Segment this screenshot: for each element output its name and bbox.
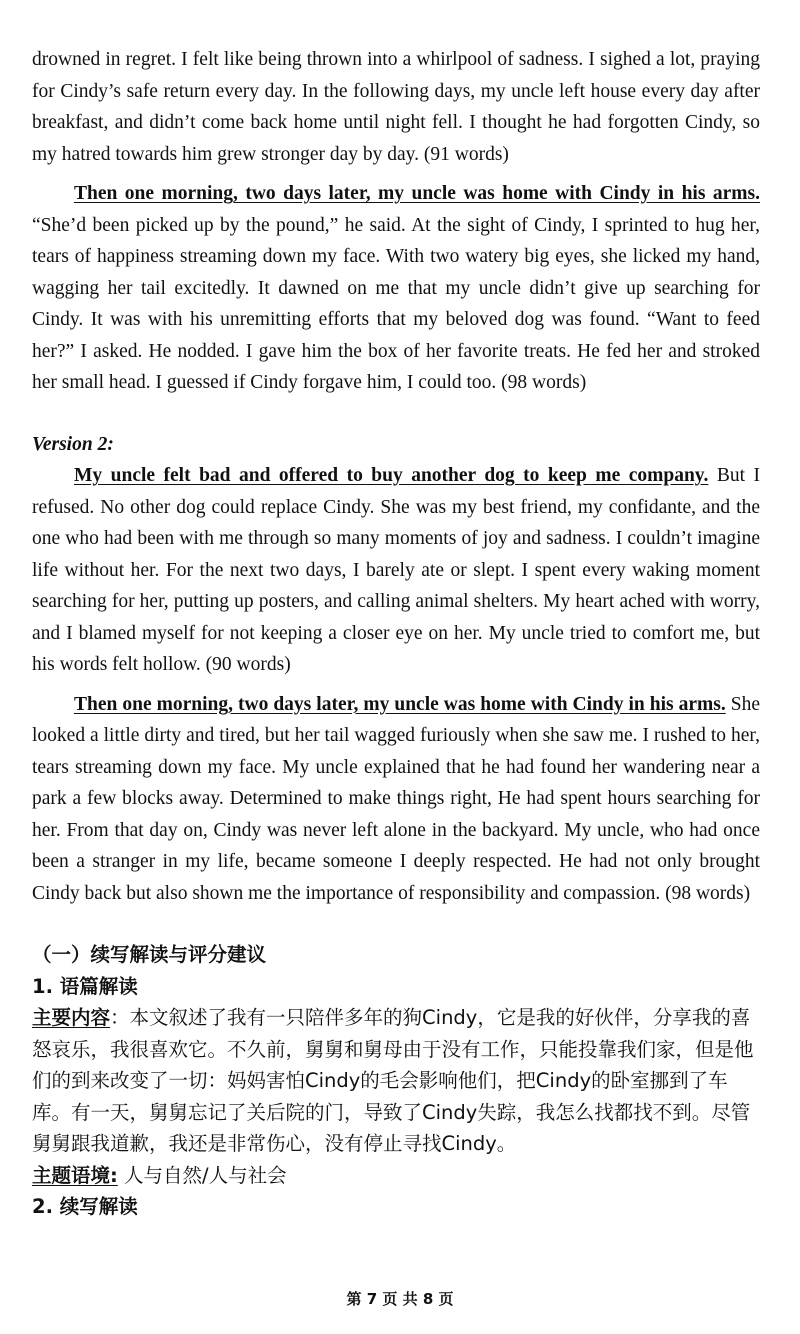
theme-text: 人与自然/人与社会 (117, 1163, 287, 1187)
paragraph-2 (32, 178, 760, 399)
main-content-text: 本文叙述了我有一只陪伴多年的狗Cindy，它是我的好伙伴，分享我的喜怒哀乐，我很喜欢它。不久前，舅舅和舅母由于没有工作，只能投靠我们家，但是他们的到来改变了一切：妈妈害怕Cindy的毛会影响他们，把Cindy的卧室挪到了车库。有一天，舅舅忘记了关后院的门，导致了Cindy失踪，我怎么找都找不到。尽管舅舅跟我道歉，我还是非常伤心，没有停止寻找Cindy。 (32, 1006, 754, 1155)
main-content-colon: ： (110, 1006, 130, 1029)
theme-label: 主题语境: (32, 1163, 118, 1187)
paragraph-2-body: “She’d been picked up by the pound,” he said. At the sight of Cindy, I sprinted to hug her, tears of happiness streaming down my face. With two watery big eyes, she licked my hand, wagging her tail excitedly. It dawned on me that my uncle didn’t give up searching for Cindy. It was with his unremitting efforts that my beloved dog was found. “Want to feed her?” I asked. He nodded. I gave him the box of her favorite treats. He fed her and stroked her small head. I guessed if Cindy forgave him, I could too. (98 words) (32, 214, 760, 393)
paragraph-1: drowned in regret. I felt like being thrown into a whirlpool of sadness. I sighed a lot, praying for Cindy’s safe return every day. In the following days, my uncle left house every day after breakfast, and didn’t come back home until night fell. I thought he had forgotten Cindy, so my hatred towards him grew stronger day by day. (91 words) (32, 49, 760, 165)
paragraph-3-body: But I refused. No other dog could replace Cindy. She was my best friend, my confidante, and the one who had been with me through so many moments of joy and sadness. I couldn’t imagine life without her. For the next two days, I barely ate or slept. I spent every waking moment searching for her, putting up posters, and calling animal shelters. My heart ached with worry, and I blamed myself for not keeping a closer eye on her. My uncle tried to comfort me, but his words felt hollow. (90 words) (32, 465, 760, 675)
version-2-heading: Version 2: (32, 433, 114, 455)
chinese-section (32, 939, 760, 1223)
page-footer: 第 7 页 共 8 页 (346, 1290, 454, 1308)
paragraph-4-body: She looked a little dirty and tired, but her tail wagged furiously when she saw me. I rushed to her, tears streaming down my face. My uncle explained that he had found her wandering near a park a few blocks away. Determined to make things right, He had spent hours searching for her. From that day on, Cindy was never left alone in the backyard. My uncle, who had once been a stranger in my life, became someone I deeply respected. He had not only brought Cindy back but also shown me the importance of responsibility and compassion. (98 words) (32, 693, 760, 904)
main-content-paragraph (32, 1002, 760, 1160)
paragraph-3 (32, 460, 760, 681)
main-content-label: 主要内容 (32, 1006, 111, 1029)
document-page (32, 44, 760, 1223)
paragraph-3-lead: My uncle felt bad and offered to buy another dog to keep me company. (74, 465, 709, 486)
paragraph-2-lead: Then one morning, two days later, my uncle was home with Cindy in his arms. (74, 183, 760, 204)
section-heading: （一）续写解读与评分建议 (32, 943, 267, 966)
theme-paragraph (32, 1160, 760, 1192)
paragraph-4 (32, 689, 760, 910)
subsection-1-heading: 1. 语篇解读 (32, 974, 138, 998)
subsection-2-heading: 2. 续写解读 (32, 1195, 138, 1218)
paragraph-4-lead: Then one morning, two days later, my uncle was home with Cindy in his arms. (74, 693, 726, 715)
